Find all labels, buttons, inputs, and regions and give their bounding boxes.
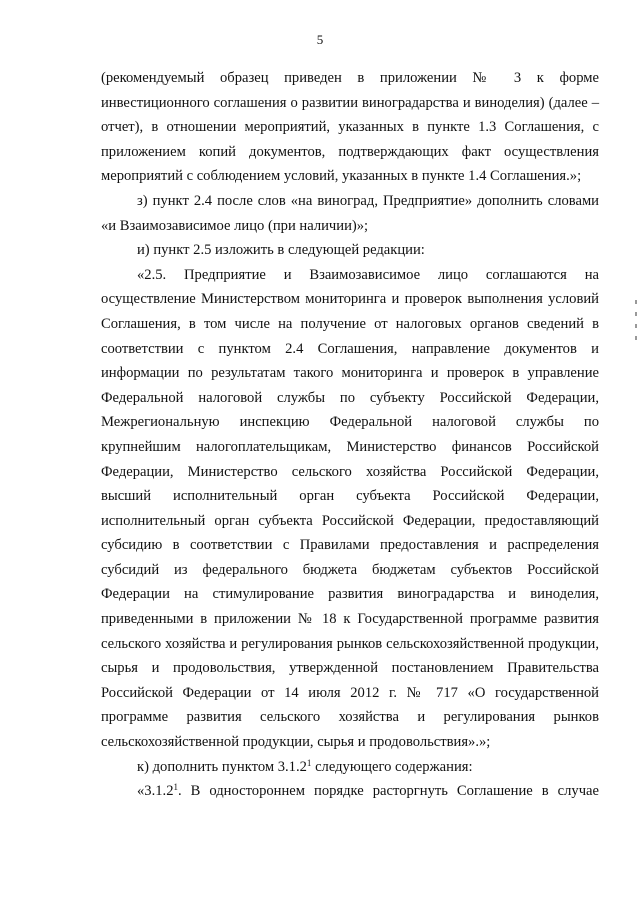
paragraph-clause-2-5: «2.5. Предприятие и Взаимозависимое лицо соглашаются на осуществление Министерством мониторинга и проверок выполнения условий Соглашения, в том числе на получение от налоговых органов сведений в соответствии с пунктом 2.4 Соглашения, направление документов и информации по результатам такого мониторинга и проверок в управление Федеральной налоговой службы по субъекту Российской Федерации, Межрегиональную инспекцию Федеральной налоговой службы по крупнейшим налогоплательщикам, Министерство финансов Российской Федерации, Министерство сельского хозяйства Российской Федерации, высший исполнительный орган субъекта Российской Федерации, исполнительный орган субъекта Российской Федерации, предоставляющий субсидию в соответствии с Правилами предоставления и распределения субсидий из федерального бюджета бюджетам субъектов Российской Федерации на стимулирование развития виноградарства и виноделия, приведенными в приложении № 18 к Государственной программе развития сельского хозяйства и регулирования рынков сельскохозяйственной продукции, сырья и продовольствия, утвержденной постановлением Правительства Российской Федерации от 14 июля 2012 г. № 717 «О государственной программе развития сельского хозяйства и регулирования рынков сельскохозяйственной продукции, сырья и продовольствия».»; [101, 266, 599, 751]
item-k-superscript: 1 [306, 757, 312, 768]
item-k-text: к) дополнить пунктом 3.1.2 [137, 758, 307, 775]
document-body [101, 66, 599, 804]
item-k-text-end: следующего содержания: [311, 758, 473, 775]
paragraph-item-k [101, 755, 599, 780]
margin-scan-marks [635, 300, 638, 360]
page-number: 5 [316, 32, 324, 47]
paragraph-item-z: з) пункт 2.4 после слов «на виноград, Предприятие» дополнить словами «и Взаимозависимое лицо (при наличии)»; [101, 192, 599, 234]
paragraph-item-i: и) пункт 2.5 изложить в следующей редакции: [137, 242, 425, 259]
paragraph-clause-3-1-2-1 [101, 779, 599, 804]
clause-number: «3.1.2 [137, 783, 174, 800]
paragraph-report-continuation: (рекомендуемый образец приведен в приложении № 3 к форме инвестиционного соглашения о развитии виноградарства и виноделия) (далее – отчет), в отношении мероприятий, указанных в пункте 1.3 Соглашения, с приложением копий документов, подтверждающих факт осуществления мероприятий с соблюдением условий, указанных в пункте 1.4 Соглашения.»; [101, 70, 599, 185]
scan-mark [635, 300, 637, 304]
clause-text: . В одностороннем порядке расторгнуть Соглашение в случае [177, 783, 599, 800]
clause-superscript: 1 [173, 782, 178, 793]
scan-mark [635, 312, 637, 316]
scan-mark [635, 324, 637, 328]
scan-mark [635, 336, 637, 340]
